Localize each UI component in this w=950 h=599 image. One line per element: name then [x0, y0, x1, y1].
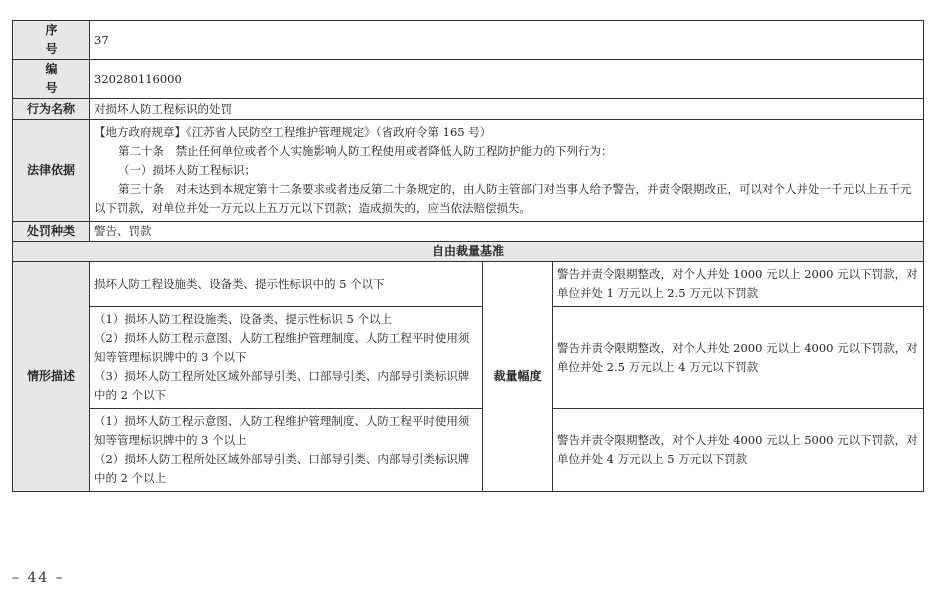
discretion-header: 自由裁量基准 — [13, 242, 924, 262]
range-cell: 警告并责令限期整改，对个人并处 4000 元以上 5000 元以下罚款，对单位并处 4 万元以上 5 万元以下罚款 — [553, 409, 924, 492]
row-serial — [13, 21, 924, 60]
range-cell: 警告并责令限期整改，对个人并处 2000 元以上 4000 元以下罚款，对单位并处 2.5 万元以上 4 万元以下罚款 — [553, 307, 924, 409]
behavior-value: 对损坏人防工程标识的处罚 — [90, 99, 924, 120]
code-value: 320280116000 — [90, 60, 924, 99]
situation-line: （2）损坏人防工程示意图、人防工程维护管理制度、人防工程平时使用须知等管理标识牌中的 3 个以下 — [94, 331, 470, 364]
code-label: 编 号 — [13, 60, 90, 99]
behavior-label: 行为名称 — [13, 99, 90, 120]
penalty-table — [12, 20, 924, 492]
penalty-type-label: 处罚种类 — [13, 222, 90, 242]
discretion-row — [13, 262, 924, 307]
serial-value: 37 — [90, 21, 924, 60]
row-legal-basis — [13, 120, 924, 222]
row-discretion-header — [13, 242, 924, 262]
penalty-type-value: 警告、罚款 — [90, 222, 924, 242]
range-label: 裁量幅度 — [483, 262, 553, 492]
page-number: – 44 – — [12, 570, 65, 586]
situation-line: （1）损坏人防工程设施类、设备类、提示性标识 5 个以上 — [94, 312, 392, 326]
situation-cell — [90, 262, 483, 307]
legal-line: 第三十条 对未达到本规定第十二条要求或者违反第二十条规定的，由人防主管部门对当事人给予警告，并责令限期改正，可以对个人并处一千元以上五千元以下罚款，对单位并处一万元以上五万元以下罚款；造成损失的，应当依法赔偿损失。 — [94, 182, 912, 215]
row-behavior — [13, 99, 924, 120]
row-code — [13, 60, 924, 99]
situation-line: 损坏人防工程设施类、设备类、提示性标识中的 5 个以下 — [94, 276, 385, 291]
legal-basis-label: 法律依据 — [13, 120, 90, 222]
situation-cell — [90, 409, 483, 492]
serial-label: 序 号 — [13, 21, 90, 60]
legal-line: 第二十条 禁止任何单位或者个人实施影响人防工程使用或者降低人防工程防护能力的下列行为： — [118, 144, 613, 158]
situation-cell — [90, 307, 483, 409]
legal-basis-content — [90, 120, 924, 222]
range-cell: 警告并责令限期整改，对个人并处 1000 元以上 2000 元以下罚款，对单位并处 1 万元以上 2.5 万元以下罚款 — [553, 262, 924, 307]
legal-line: （一）损坏人防工程标识； — [118, 163, 256, 177]
discretion-row — [13, 409, 924, 492]
situation-line: （1）损坏人防工程示意图、人防工程维护管理制度、人防工程平时使用须知等管理标识牌中的 3 个以上 — [94, 414, 470, 447]
situation-line: （2）损坏人防工程所处区域外部导引类、口部导引类、内部导引类标识牌中的 2 个以上 — [94, 452, 470, 485]
situation-line: （3）损坏人防工程所处区域外部导引类、口部导引类、内部导引类标识牌中的 2 个以下 — [94, 369, 470, 402]
discretion-row — [13, 307, 924, 409]
legal-line: 【地方政府规章】《江苏省人民防空工程维护管理规定》（省政府令第 165 号） — [94, 125, 492, 139]
row-penalty-type — [13, 222, 924, 242]
situation-label: 情形描述 — [13, 262, 90, 492]
